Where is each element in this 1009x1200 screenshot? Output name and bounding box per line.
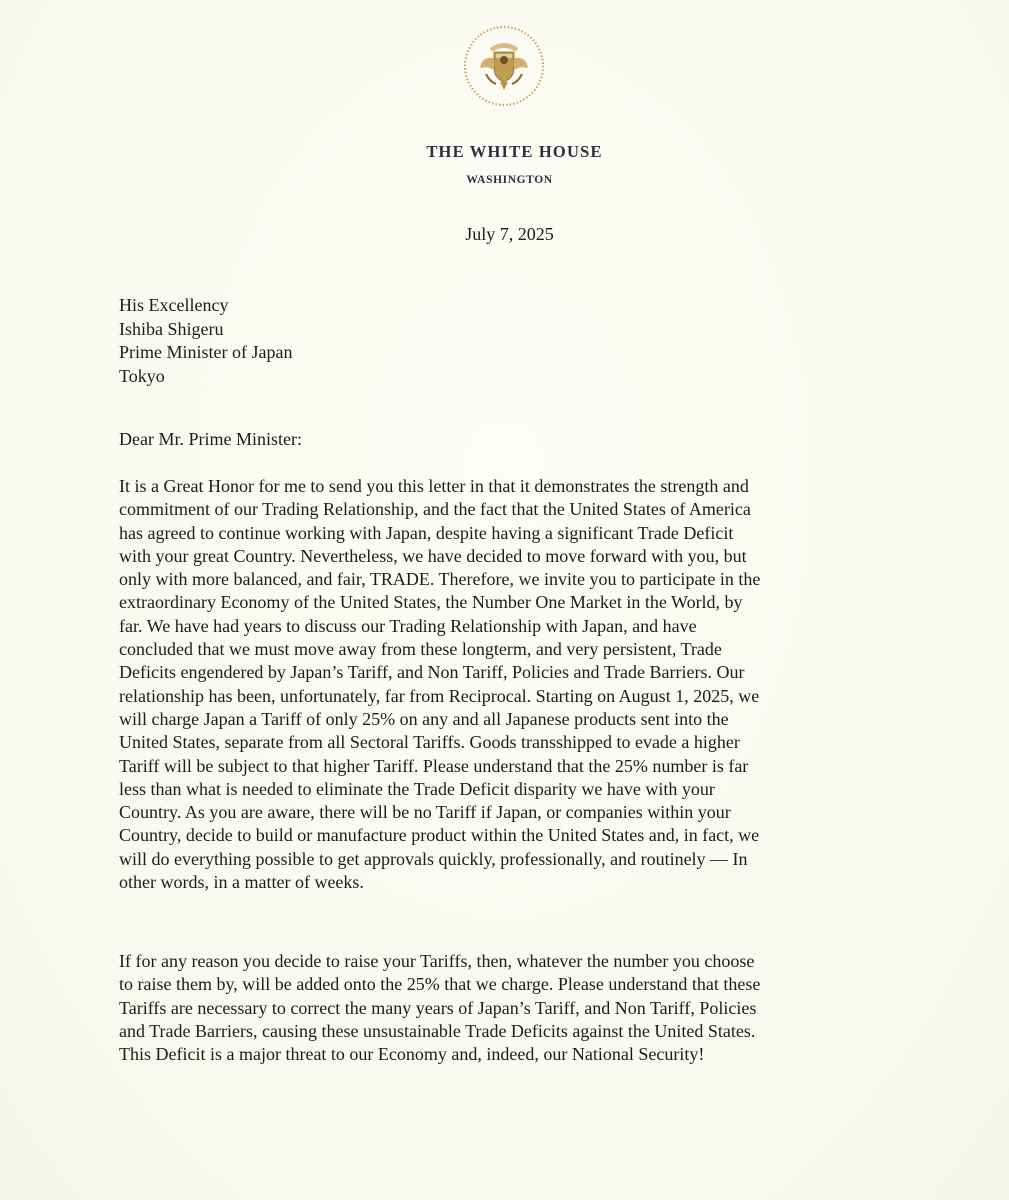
text-line: relationship has been, unfortunately, far from Reciprocal. Starting on August 1, 2025, we — [119, 685, 760, 706]
text-line: If for any reason you decide to raise your Tariffs, then, whatever the number you choose — [119, 951, 755, 971]
text-line: to raise them by, will be added onto the 25% that we charge. Please understand that these — [119, 974, 761, 995]
text-line: Tariff will be subject to that higher Tariff. Please understand that the 25% number is far — [119, 755, 749, 776]
text-line: concluded that we must move away from these longterm, and very persistent, Trade — [119, 639, 722, 660]
salutation: Dear Mr. Prime Minister: — [119, 429, 302, 449]
text-line: Tariffs are necessary to correct the many years of Japan’s Tariff, and Non Tariff, Policies — [119, 997, 757, 1018]
text-line: commitment of our Trading Relationship, and the fact that the United States of America — [119, 499, 751, 520]
presidential-seal-icon — [460, 22, 548, 110]
text-line: far. We have had years to discuss our Trading Relationship with Japan, and have — [119, 615, 697, 636]
body-paragraph-2 — [119, 950, 899, 1066]
text-line: extraordinary Economy of the United States, the Number One Market in the World, by — [119, 592, 743, 613]
text-line: will do everything possible to get approvals quickly, professionally, and routinely — In — [119, 848, 748, 869]
text-line: other words, in a matter of weeks. — [119, 872, 364, 893]
text-line: will charge Japan a Tariff of only 25% on any and all Japanese products sent into the — [119, 708, 729, 729]
text-line: has agreed to continue working with Japan, despite having a significant Trade Deficit — [119, 522, 734, 543]
body-paragraph-1 — [119, 475, 899, 894]
text-line: Country. As you are aware, there will be no Tariff if Japan, or companies within your — [119, 802, 731, 823]
recipient-honorific: His Excellency — [119, 295, 229, 315]
text-line: less than what is needed to eliminate the Trade Deficit disparity we have with your — [119, 778, 715, 799]
recipient-address — [119, 294, 292, 388]
text-line: Country, decide to build or manufacture product within the United States and, in fact, we — [119, 825, 760, 846]
recipient-title: Prime Minister of Japan — [119, 342, 293, 362]
text-line: This Deficit is a major threat to our Economy and, indeed, our National Security! — [119, 1044, 705, 1065]
text-line: Deficits engendered by Japan’s Tariff, and Non Tariff, Policies and Trade Barriers. Our — [119, 662, 745, 683]
text-line: United States, separate from all Sectoral Tariffs. Goods transshipped to evade a higher — [119, 732, 740, 753]
letterhead-subtitle: WASHINGTON — [466, 174, 553, 186]
recipient-name: Ishiba Shigeru — [119, 318, 224, 339]
letter-date: July 7, 2025 — [465, 224, 554, 244]
text-line: and Trade Barriers, causing these unsustainable Trade Deficits against the United States. — [119, 1020, 756, 1041]
text-line: with your great Country. Nevertheless, we have decided to move forward with you, but — [119, 545, 747, 566]
text-line: It is a Great Honor for me to send you this letter in that it demonstrates the strength and — [119, 476, 749, 496]
recipient-city: Tokyo — [119, 365, 165, 386]
letterhead-title: THE WHITE HOUSE — [426, 142, 603, 161]
text-line: only with more balanced, and fair, TRADE. Therefore, we invite you to participate in the — [119, 569, 761, 590]
